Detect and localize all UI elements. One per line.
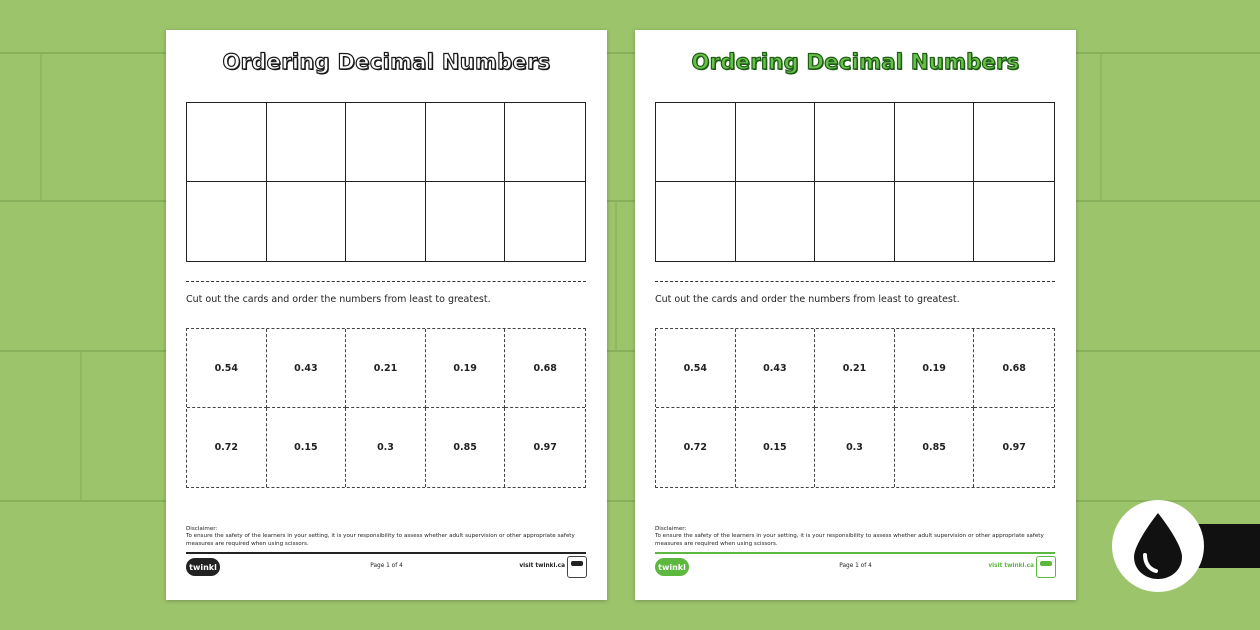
number-card: 0.97 xyxy=(533,442,557,453)
number-card: 0.15 xyxy=(736,408,816,487)
answer-cell xyxy=(505,182,585,261)
answer-cell xyxy=(974,103,1054,182)
answer-cell xyxy=(426,103,506,182)
number-card: 0.21 xyxy=(346,329,426,408)
answer-cell xyxy=(656,103,736,182)
number-card: 0.15 xyxy=(267,408,347,487)
number-card: 0.43 xyxy=(736,329,816,408)
answer-cell xyxy=(815,103,895,182)
answer-cell xyxy=(346,103,426,182)
answer-cell xyxy=(187,103,267,182)
worksheet-preview-color xyxy=(635,30,1076,600)
answer-cell xyxy=(346,182,426,261)
number-card: 0.72 xyxy=(187,408,267,487)
number-card-grid xyxy=(186,328,586,488)
number-card: 0.3 xyxy=(815,408,895,487)
number-card: 0.68 xyxy=(974,329,1054,408)
quality-badge-icon xyxy=(1036,556,1056,578)
answer-cell xyxy=(267,182,347,261)
answer-cell xyxy=(426,182,506,261)
number-card: 0.54 xyxy=(187,329,267,408)
answer-cell xyxy=(187,182,267,261)
number-card: 0.19 xyxy=(895,329,975,408)
footer-rule xyxy=(655,552,1055,554)
number-card: 0.97 xyxy=(1002,442,1026,453)
answer-cell xyxy=(895,182,975,261)
answer-grid xyxy=(186,102,586,262)
disclaimer xyxy=(655,526,1055,548)
twinkl-logo: twinkl xyxy=(186,558,220,576)
number-card: 0.54 xyxy=(656,329,736,408)
quality-badge-icon xyxy=(567,556,587,578)
worksheet-title: Ordering Decimal Numbers xyxy=(222,50,551,74)
disclaimer-heading: Disclaimer: xyxy=(186,526,218,532)
answer-cell xyxy=(736,182,816,261)
ink-drop-icon xyxy=(1128,511,1188,581)
number-card: 0.68 xyxy=(505,329,585,408)
answer-cell xyxy=(974,182,1054,261)
disclaimer-text: To ensure the safety of the learners in your setting, it is your responsibility to assess whether adult supervision or other appropriate safety measures are required when using scissors. xyxy=(655,533,1044,547)
answer-cell xyxy=(815,182,895,261)
number-card-grid xyxy=(655,328,1055,488)
visit-link: visit twinkl.ca xyxy=(519,563,565,569)
instruction-text: Cut out the cards and order the numbers from least to greatest. xyxy=(186,294,491,305)
answer-cell xyxy=(267,103,347,182)
page-number: Page 1 of 4 xyxy=(370,563,403,569)
answer-cell xyxy=(505,103,585,182)
instruction-text: Cut out the cards and order the numbers from least to greatest. xyxy=(655,294,960,305)
ink-badge xyxy=(1112,500,1204,592)
number-card: 0.72 xyxy=(656,408,736,487)
answer-cell xyxy=(895,103,975,182)
number-card: 0.21 xyxy=(815,329,895,408)
visit-link: visit twinkl.ca xyxy=(988,563,1034,569)
cut-line xyxy=(655,281,1055,282)
cut-line xyxy=(186,281,586,282)
page-number: Page 1 of 4 xyxy=(839,563,872,569)
disclaimer-heading: Disclaimer: xyxy=(655,526,687,532)
number-card: 0.85 xyxy=(895,408,975,487)
answer-cell xyxy=(656,182,736,261)
twinkl-logo: twinkl xyxy=(655,558,689,576)
disclaimer-text: To ensure the safety of the learners in your setting, it is your responsibility to assess whether adult supervision or other appropriate safety measures are required when using scissors. xyxy=(186,533,575,547)
footer-rule xyxy=(186,552,586,554)
disclaimer xyxy=(186,526,586,548)
number-card: 0.19 xyxy=(426,329,506,408)
number-card: 0.85 xyxy=(426,408,506,487)
worksheet-preview-bw xyxy=(166,30,607,600)
worksheet-title: Ordering Decimal Numbers xyxy=(691,50,1020,74)
number-card: 0.3 xyxy=(346,408,426,487)
answer-grid xyxy=(655,102,1055,262)
answer-cell xyxy=(736,103,816,182)
number-card: 0.43 xyxy=(267,329,347,408)
